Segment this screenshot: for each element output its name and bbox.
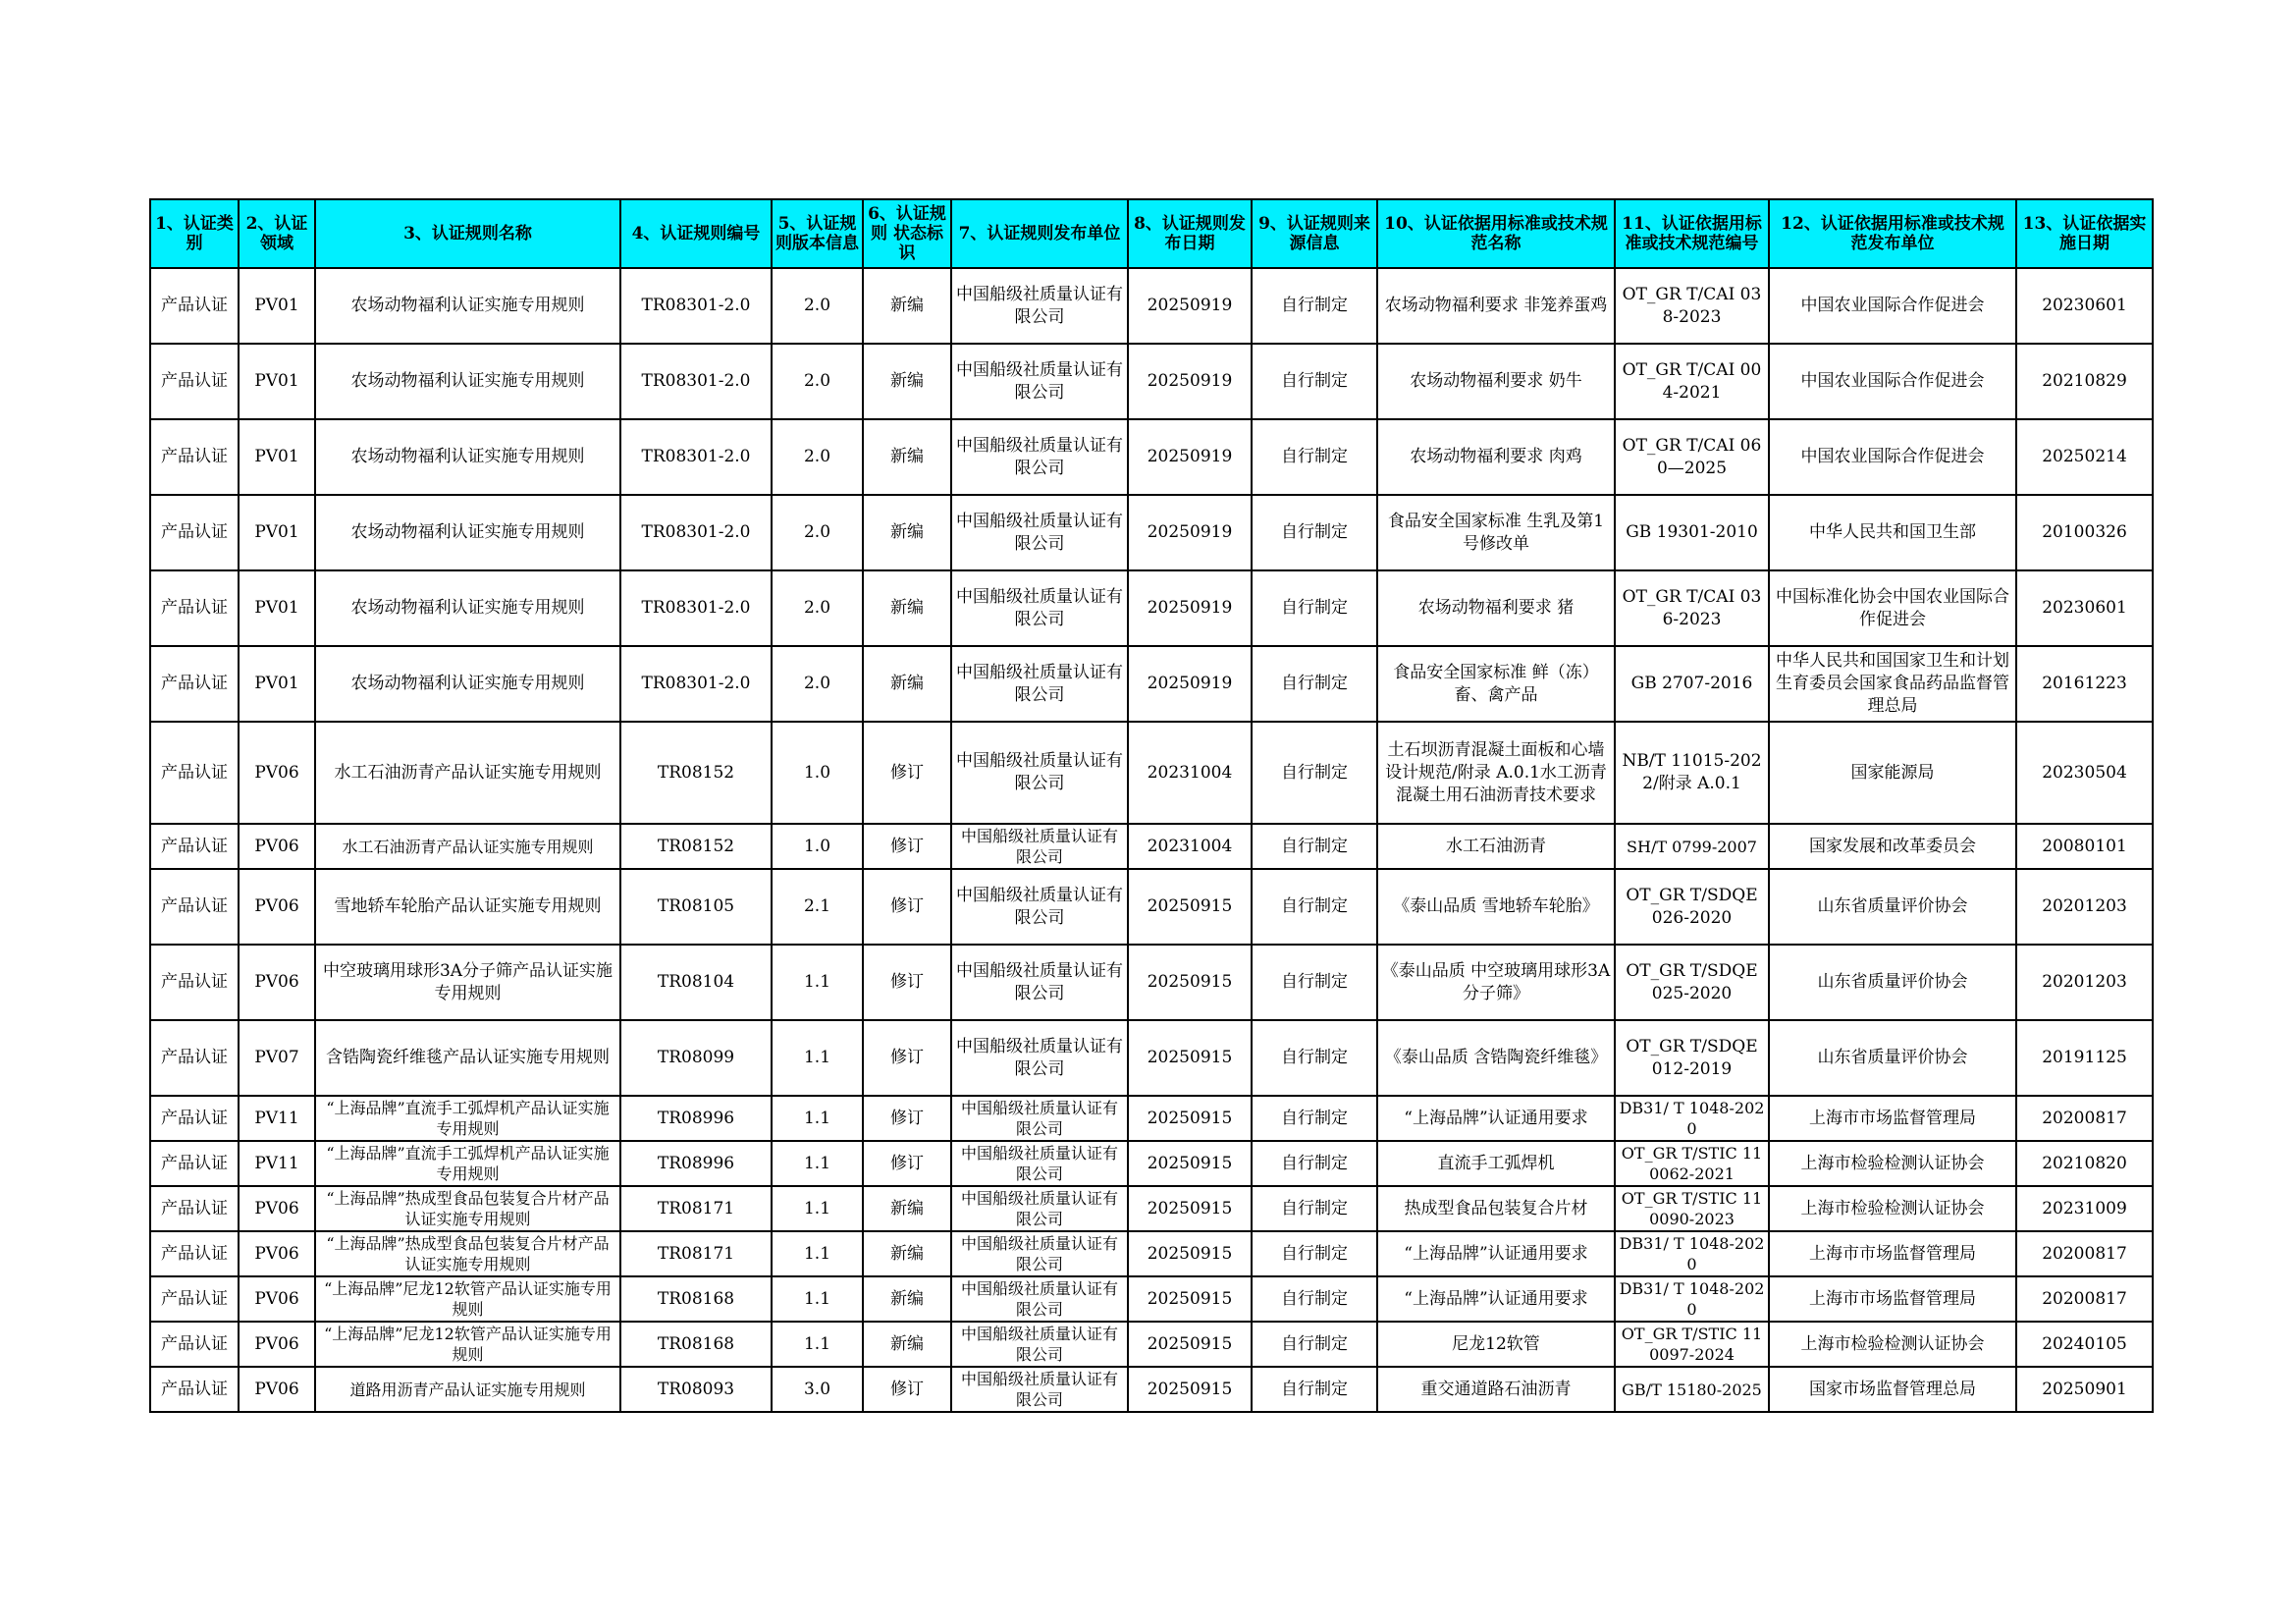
cell-effective-date: 20230504 (2016, 722, 2153, 824)
cell-source: 自行制定 (1252, 1231, 1377, 1276)
cell-source: 自行制定 (1252, 1186, 1377, 1231)
table-row (150, 419, 2153, 495)
table-row (150, 824, 2153, 869)
cell-status: 修订 (863, 1367, 951, 1412)
table-row (150, 1020, 2153, 1096)
cell-rule-number: TR08099 (620, 1020, 772, 1096)
cell-domain: PV06 (239, 945, 315, 1020)
cell-standard-number: OT_GR T/SDQE 012-2019 (1615, 1020, 1769, 1096)
cell-standard-name: 《泰山品质 含锆陶瓷纤维毯》 (1377, 1020, 1615, 1096)
cell-source: 自行制定 (1252, 869, 1377, 945)
cell-effective-date: 20201203 (2016, 869, 2153, 945)
cell-source: 自行制定 (1252, 344, 1377, 419)
cell-rule-name: 农场动物福利认证实施专用规则 (315, 646, 620, 722)
cell-effective-date: 20250214 (2016, 419, 2153, 495)
cell-rule-number: TR08168 (620, 1322, 772, 1367)
cell-domain: PV06 (239, 1186, 315, 1231)
cell-version: 1.1 (772, 1322, 863, 1367)
cell-domain: PV01 (239, 344, 315, 419)
table-row (150, 344, 2153, 419)
col-header-effective-date: 13、认证依据实施日期 (2016, 199, 2153, 268)
cell-source: 自行制定 (1252, 646, 1377, 722)
cell-publisher: 中国船级社质量认证有限公司 (951, 268, 1128, 344)
table-row (150, 268, 2153, 344)
cell-standard-publisher: 上海市检验检测认证协会 (1769, 1141, 2016, 1186)
cell-effective-date: 20210820 (2016, 1141, 2153, 1186)
table-row (150, 1276, 2153, 1322)
col-header-rule-number: 4、认证规则编号 (620, 199, 772, 268)
cell-publisher: 中国船级社质量认证有限公司 (951, 419, 1128, 495)
cell-domain: PV11 (239, 1141, 315, 1186)
cell-category: 产品认证 (150, 495, 239, 570)
cell-standard-publisher: 中国农业国际合作促进会 (1769, 344, 2016, 419)
cell-category: 产品认证 (150, 1231, 239, 1276)
table-row (150, 1186, 2153, 1231)
cell-rule-name: 农场动物福利认证实施专用规则 (315, 344, 620, 419)
cell-publish-date: 20250915 (1128, 1186, 1252, 1231)
cell-standard-number: GB 2707-2016 (1615, 646, 1769, 722)
cell-standard-publisher: 上海市市场监督管理局 (1769, 1231, 2016, 1276)
cell-rule-number: TR08171 (620, 1186, 772, 1231)
table-row (150, 945, 2153, 1020)
cell-status: 修订 (863, 722, 951, 824)
cell-domain: PV07 (239, 1020, 315, 1096)
col-header-publish-date: 8、认证规则发布日期 (1128, 199, 1252, 268)
cell-rule-name: 农场动物福利认证实施专用规则 (315, 495, 620, 570)
cell-source: 自行制定 (1252, 570, 1377, 646)
cell-publish-date: 20250915 (1128, 1020, 1252, 1096)
cell-category: 产品认证 (150, 646, 239, 722)
cell-source: 自行制定 (1252, 495, 1377, 570)
cell-category: 产品认证 (150, 1186, 239, 1231)
cell-standard-publisher: 国家能源局 (1769, 722, 2016, 824)
cell-publish-date: 20250919 (1128, 570, 1252, 646)
cell-effective-date: 20230601 (2016, 570, 2153, 646)
cell-status: 新编 (863, 419, 951, 495)
cell-rule-name: “上海品牌”直流手工弧焊机产品认证实施专用规则 (315, 1141, 620, 1186)
col-header-standard-name: 10、认证依据用标准或技术规范名称 (1377, 199, 1615, 268)
cell-rule-number: TR08301-2.0 (620, 570, 772, 646)
cell-category: 产品认证 (150, 1141, 239, 1186)
cell-effective-date: 20080101 (2016, 824, 2153, 869)
cell-rule-name: 中空玻璃用球形3A分子筛产品认证实施专用规则 (315, 945, 620, 1020)
cell-effective-date: 20200817 (2016, 1096, 2153, 1141)
cell-domain: PV01 (239, 268, 315, 344)
cell-standard-name: 农场动物福利要求 猪 (1377, 570, 1615, 646)
col-header-standard-publisher: 12、认证依据用标准或技术规范发布单位 (1769, 199, 2016, 268)
cell-effective-date: 20200817 (2016, 1276, 2153, 1322)
cell-status: 修订 (863, 945, 951, 1020)
cell-rule-name: 农场动物福利认证实施专用规则 (315, 570, 620, 646)
col-header-rule-name: 3、认证规则名称 (315, 199, 620, 268)
cell-effective-date: 20240105 (2016, 1322, 2153, 1367)
cell-status: 修订 (863, 1141, 951, 1186)
table-row (150, 1367, 2153, 1412)
cell-standard-name: 尼龙12软管 (1377, 1322, 1615, 1367)
cell-rule-name: 农场动物福利认证实施专用规则 (315, 419, 620, 495)
table-row (150, 1141, 2153, 1186)
cell-rule-name: 雪地轿车轮胎产品认证实施专用规则 (315, 869, 620, 945)
certification-rules-table (149, 198, 2154, 1413)
cell-status: 新编 (863, 268, 951, 344)
cell-category: 产品认证 (150, 268, 239, 344)
cell-standard-number: DB31/ T 1048-2020 (1615, 1096, 1769, 1141)
cell-publisher: 中国船级社质量认证有限公司 (951, 1322, 1128, 1367)
cell-standard-name: 《泰山品质 雪地轿车轮胎》 (1377, 869, 1615, 945)
cell-standard-name: 农场动物福利要求 奶牛 (1377, 344, 1615, 419)
col-header-domain: 2、认证领域 (239, 199, 315, 268)
cell-standard-publisher: 中华人民共和国卫生部 (1769, 495, 2016, 570)
cell-standard-name: 重交通道路石油沥青 (1377, 1367, 1615, 1412)
cell-version: 1.1 (772, 945, 863, 1020)
cell-standard-name: 热成型食品包装复合片材 (1377, 1186, 1615, 1231)
cell-publisher: 中国船级社质量认证有限公司 (951, 1186, 1128, 1231)
cell-standard-name: “上海品牌”认证通用要求 (1377, 1231, 1615, 1276)
cell-version: 1.0 (772, 824, 863, 869)
cell-domain: PV01 (239, 570, 315, 646)
cell-rule-name: “上海品牌”热成型食品包装复合片材产品认证实施专用规则 (315, 1186, 620, 1231)
cell-standard-number: DB31/ T 1048-2020 (1615, 1276, 1769, 1322)
cell-standard-name: 水工石油沥青 (1377, 824, 1615, 869)
cell-rule-number: TR08171 (620, 1231, 772, 1276)
cell-standard-number: OT_GR T/CAI 060—2025 (1615, 419, 1769, 495)
cell-rule-name: “上海品牌”直流手工弧焊机产品认证实施专用规则 (315, 1096, 620, 1141)
cell-version: 1.1 (772, 1096, 863, 1141)
cell-rule-number: TR08301-2.0 (620, 495, 772, 570)
cell-status: 新编 (863, 1276, 951, 1322)
cell-status: 新编 (863, 344, 951, 419)
cell-rule-number: TR08996 (620, 1096, 772, 1141)
cell-domain: PV06 (239, 1367, 315, 1412)
cell-version: 2.0 (772, 419, 863, 495)
cell-publisher: 中国船级社质量认证有限公司 (951, 869, 1128, 945)
cell-status: 修订 (863, 869, 951, 945)
cell-rule-number: TR08105 (620, 869, 772, 945)
col-header-standard-number: 11、认证依据用标准或技术规范编号 (1615, 199, 1769, 268)
cell-publisher: 中国船级社质量认证有限公司 (951, 1276, 1128, 1322)
table-row (150, 570, 2153, 646)
cell-category: 产品认证 (150, 824, 239, 869)
cell-category: 产品认证 (150, 570, 239, 646)
cell-standard-publisher: 上海市市场监督管理局 (1769, 1276, 2016, 1322)
cell-publisher: 中国船级社质量认证有限公司 (951, 570, 1128, 646)
cell-source: 自行制定 (1252, 824, 1377, 869)
cell-domain: PV06 (239, 1231, 315, 1276)
cell-effective-date: 20250901 (2016, 1367, 2153, 1412)
cell-rule-number: TR08301-2.0 (620, 646, 772, 722)
cell-status: 新编 (863, 570, 951, 646)
cell-effective-date: 20200817 (2016, 1231, 2153, 1276)
cell-status: 新编 (863, 646, 951, 722)
cell-standard-name: “上海品牌”认证通用要求 (1377, 1276, 1615, 1322)
cell-category: 产品认证 (150, 344, 239, 419)
cell-standard-name: 直流手工弧焊机 (1377, 1141, 1615, 1186)
cell-standard-number: OT_GR T/CAI 004-2021 (1615, 344, 1769, 419)
cell-rule-number: TR08152 (620, 722, 772, 824)
cell-status: 新编 (863, 1186, 951, 1231)
cell-rule-number: TR08152 (620, 824, 772, 869)
cell-version: 2.0 (772, 344, 863, 419)
table-row (150, 1322, 2153, 1367)
cell-version: 2.0 (772, 570, 863, 646)
cell-publisher: 中国船级社质量认证有限公司 (951, 824, 1128, 869)
cell-standard-number: OT_GR T/STIC 110062-2021 (1615, 1141, 1769, 1186)
cell-standard-number: DB31/ T 1048-2020 (1615, 1231, 1769, 1276)
table-row (150, 495, 2153, 570)
cell-rule-name: “上海品牌”热成型食品包装复合片材产品认证实施专用规则 (315, 1231, 620, 1276)
cell-source: 自行制定 (1252, 419, 1377, 495)
cell-rule-name: 水工石油沥青产品认证实施专用规则 (315, 722, 620, 824)
cell-standard-number: OT_GR T/SDQE 026-2020 (1615, 869, 1769, 945)
cell-publish-date: 20250915 (1128, 1231, 1252, 1276)
cell-source: 自行制定 (1252, 1141, 1377, 1186)
cell-standard-publisher: 山东省质量评价协会 (1769, 1020, 2016, 1096)
cell-standard-publisher: 山东省质量评价协会 (1769, 945, 2016, 1020)
cell-rule-number: TR08996 (620, 1141, 772, 1186)
cell-publisher: 中国船级社质量认证有限公司 (951, 344, 1128, 419)
cell-standard-publisher: 中国标准化协会中国农业国际合作促进会 (1769, 570, 2016, 646)
cell-standard-name: 食品安全国家标准 生乳及第1号修改单 (1377, 495, 1615, 570)
cell-domain: PV11 (239, 1096, 315, 1141)
cell-publish-date: 20250919 (1128, 268, 1252, 344)
cell-status: 新编 (863, 1231, 951, 1276)
cell-category: 产品认证 (150, 419, 239, 495)
cell-category: 产品认证 (150, 1322, 239, 1367)
col-header-source: 9、认证规则来源信息 (1252, 199, 1377, 268)
cell-publisher: 中国船级社质量认证有限公司 (951, 1141, 1128, 1186)
cell-rule-number: TR08301-2.0 (620, 419, 772, 495)
cell-rule-number: TR08168 (620, 1276, 772, 1322)
cell-publish-date: 20250915 (1128, 1322, 1252, 1367)
cell-rule-name: 水工石油沥青产品认证实施专用规则 (315, 824, 620, 869)
table-row (150, 722, 2153, 824)
cell-rule-name: “上海品牌”尼龙12软管产品认证实施专用规则 (315, 1276, 620, 1322)
cell-publish-date: 20250915 (1128, 1096, 1252, 1141)
cell-effective-date: 20230601 (2016, 268, 2153, 344)
cell-version: 1.0 (772, 722, 863, 824)
cell-standard-publisher: 中华人民共和国国家卫生和计划生育委员会国家食品药品监督管理总局 (1769, 646, 2016, 722)
cell-effective-date: 20191125 (2016, 1020, 2153, 1096)
cell-standard-publisher: 国家市场监督管理总局 (1769, 1367, 2016, 1412)
cell-domain: PV06 (239, 1322, 315, 1367)
cell-version: 1.1 (772, 1020, 863, 1096)
cell-standard-number: OT_GR T/SDQE 025-2020 (1615, 945, 1769, 1020)
cell-standard-number: OT_GR T/CAI 036-2023 (1615, 570, 1769, 646)
cell-standard-publisher: 国家发展和改革委员会 (1769, 824, 2016, 869)
cell-category: 产品认证 (150, 1276, 239, 1322)
cell-source: 自行制定 (1252, 722, 1377, 824)
cell-source: 自行制定 (1252, 945, 1377, 1020)
cell-effective-date: 20210829 (2016, 344, 2153, 419)
cell-standard-name: 土石坝沥青混凝土面板和心墙设计规范/附录 A.0.1水工沥青混凝土用石油沥青技术要求 (1377, 722, 1615, 824)
certification-rules-sheet (149, 198, 2154, 1413)
table-row (150, 1096, 2153, 1141)
cell-status: 修订 (863, 1020, 951, 1096)
cell-publish-date: 20250919 (1128, 419, 1252, 495)
cell-standard-publisher: 上海市市场监督管理局 (1769, 1096, 2016, 1141)
cell-rule-number: TR08104 (620, 945, 772, 1020)
cell-publish-date: 20250915 (1128, 945, 1252, 1020)
cell-category: 产品认证 (150, 1367, 239, 1412)
cell-category: 产品认证 (150, 1020, 239, 1096)
cell-version: 1.1 (772, 1186, 863, 1231)
cell-standard-publisher: 山东省质量评价协会 (1769, 869, 2016, 945)
cell-version: 2.0 (772, 268, 863, 344)
cell-status: 修订 (863, 1096, 951, 1141)
cell-standard-name: 农场动物福利要求 肉鸡 (1377, 419, 1615, 495)
cell-standard-publisher: 上海市检验检测认证协会 (1769, 1186, 2016, 1231)
cell-standard-name: 农场动物福利要求 非笼养蛋鸡 (1377, 268, 1615, 344)
cell-rule-name: 道路用沥青产品认证实施专用规则 (315, 1367, 620, 1412)
cell-standard-number: OT_GR T/STIC 110090-2023 (1615, 1186, 1769, 1231)
cell-version: 1.1 (772, 1231, 863, 1276)
cell-publish-date: 20250919 (1128, 344, 1252, 419)
cell-publisher: 中国船级社质量认证有限公司 (951, 495, 1128, 570)
cell-status: 新编 (863, 495, 951, 570)
cell-standard-publisher: 中国农业国际合作促进会 (1769, 419, 2016, 495)
cell-category: 产品认证 (150, 945, 239, 1020)
cell-effective-date: 20100326 (2016, 495, 2153, 570)
cell-version: 3.0 (772, 1367, 863, 1412)
cell-standard-number: SH/T 0799-2007 (1615, 824, 1769, 869)
cell-effective-date: 20201203 (2016, 945, 2153, 1020)
table-row (150, 869, 2153, 945)
cell-domain: PV01 (239, 646, 315, 722)
cell-publish-date: 20250915 (1128, 869, 1252, 945)
cell-version: 2.0 (772, 646, 863, 722)
cell-standard-number: GB/T 15180-2025 (1615, 1367, 1769, 1412)
cell-source: 自行制定 (1252, 268, 1377, 344)
cell-rule-name: 农场动物福利认证实施专用规则 (315, 268, 620, 344)
cell-source: 自行制定 (1252, 1020, 1377, 1096)
table-row (150, 646, 2153, 722)
cell-source: 自行制定 (1252, 1367, 1377, 1412)
header-row (150, 199, 2153, 268)
cell-publisher: 中国船级社质量认证有限公司 (951, 1367, 1128, 1412)
cell-domain: PV01 (239, 495, 315, 570)
cell-source: 自行制定 (1252, 1322, 1377, 1367)
cell-status: 修订 (863, 824, 951, 869)
cell-rule-number: TR08093 (620, 1367, 772, 1412)
cell-standard-name: 《泰山品质 中空玻璃用球形3A分子筛》 (1377, 945, 1615, 1020)
col-header-publisher: 7、认证规则发布单位 (951, 199, 1128, 268)
cell-domain: PV06 (239, 1276, 315, 1322)
cell-publisher: 中国船级社质量认证有限公司 (951, 646, 1128, 722)
cell-rule-number: TR08301-2.0 (620, 268, 772, 344)
cell-publish-date: 20250915 (1128, 1367, 1252, 1412)
cell-publish-date: 20250915 (1128, 1141, 1252, 1186)
cell-standard-publisher: 中国农业国际合作促进会 (1769, 268, 2016, 344)
cell-publisher: 中国船级社质量认证有限公司 (951, 945, 1128, 1020)
cell-domain: PV06 (239, 722, 315, 824)
cell-rule-name: 含锆陶瓷纤维毯产品认证实施专用规则 (315, 1020, 620, 1096)
cell-publish-date: 20250919 (1128, 495, 1252, 570)
cell-version: 2.0 (772, 495, 863, 570)
cell-publish-date: 20250915 (1128, 1276, 1252, 1322)
cell-standard-number: OT_GR T/STIC 110097-2024 (1615, 1322, 1769, 1367)
cell-effective-date: 20231009 (2016, 1186, 2153, 1231)
cell-standard-name: 食品安全国家标准 鲜（冻）畜、禽产品 (1377, 646, 1615, 722)
cell-version: 1.1 (772, 1141, 863, 1186)
cell-standard-name: “上海品牌”认证通用要求 (1377, 1096, 1615, 1141)
cell-publisher: 中国船级社质量认证有限公司 (951, 722, 1128, 824)
col-header-version: 5、认证规则版本信息 (772, 199, 863, 268)
cell-version: 1.1 (772, 1276, 863, 1322)
cell-standard-number: GB 19301-2010 (1615, 495, 1769, 570)
cell-domain: PV06 (239, 869, 315, 945)
cell-standard-publisher: 上海市检验检测认证协会 (1769, 1322, 2016, 1367)
col-header-status: 6、认证规则 状态标识 (863, 199, 951, 268)
cell-effective-date: 20161223 (2016, 646, 2153, 722)
cell-publish-date: 20231004 (1128, 824, 1252, 869)
cell-category: 产品认证 (150, 722, 239, 824)
cell-category: 产品认证 (150, 869, 239, 945)
cell-rule-name: “上海品牌”尼龙12软管产品认证实施专用规则 (315, 1322, 620, 1367)
cell-publisher: 中国船级社质量认证有限公司 (951, 1096, 1128, 1141)
cell-rule-number: TR08301-2.0 (620, 344, 772, 419)
cell-publish-date: 20231004 (1128, 722, 1252, 824)
cell-status: 新编 (863, 1322, 951, 1367)
cell-source: 自行制定 (1252, 1276, 1377, 1322)
cell-standard-number: OT_GR T/CAI 038-2023 (1615, 268, 1769, 344)
col-header-category: 1、认证类别 (150, 199, 239, 268)
cell-standard-number: NB/T 11015-2022/附录 A.0.1 (1615, 722, 1769, 824)
cell-domain: PV06 (239, 824, 315, 869)
cell-domain: PV01 (239, 419, 315, 495)
cell-source: 自行制定 (1252, 1096, 1377, 1141)
cell-category: 产品认证 (150, 1096, 239, 1141)
cell-publish-date: 20250919 (1128, 646, 1252, 722)
cell-publisher: 中国船级社质量认证有限公司 (951, 1231, 1128, 1276)
table-row (150, 1231, 2153, 1276)
cell-publisher: 中国船级社质量认证有限公司 (951, 1020, 1128, 1096)
cell-version: 2.1 (772, 869, 863, 945)
